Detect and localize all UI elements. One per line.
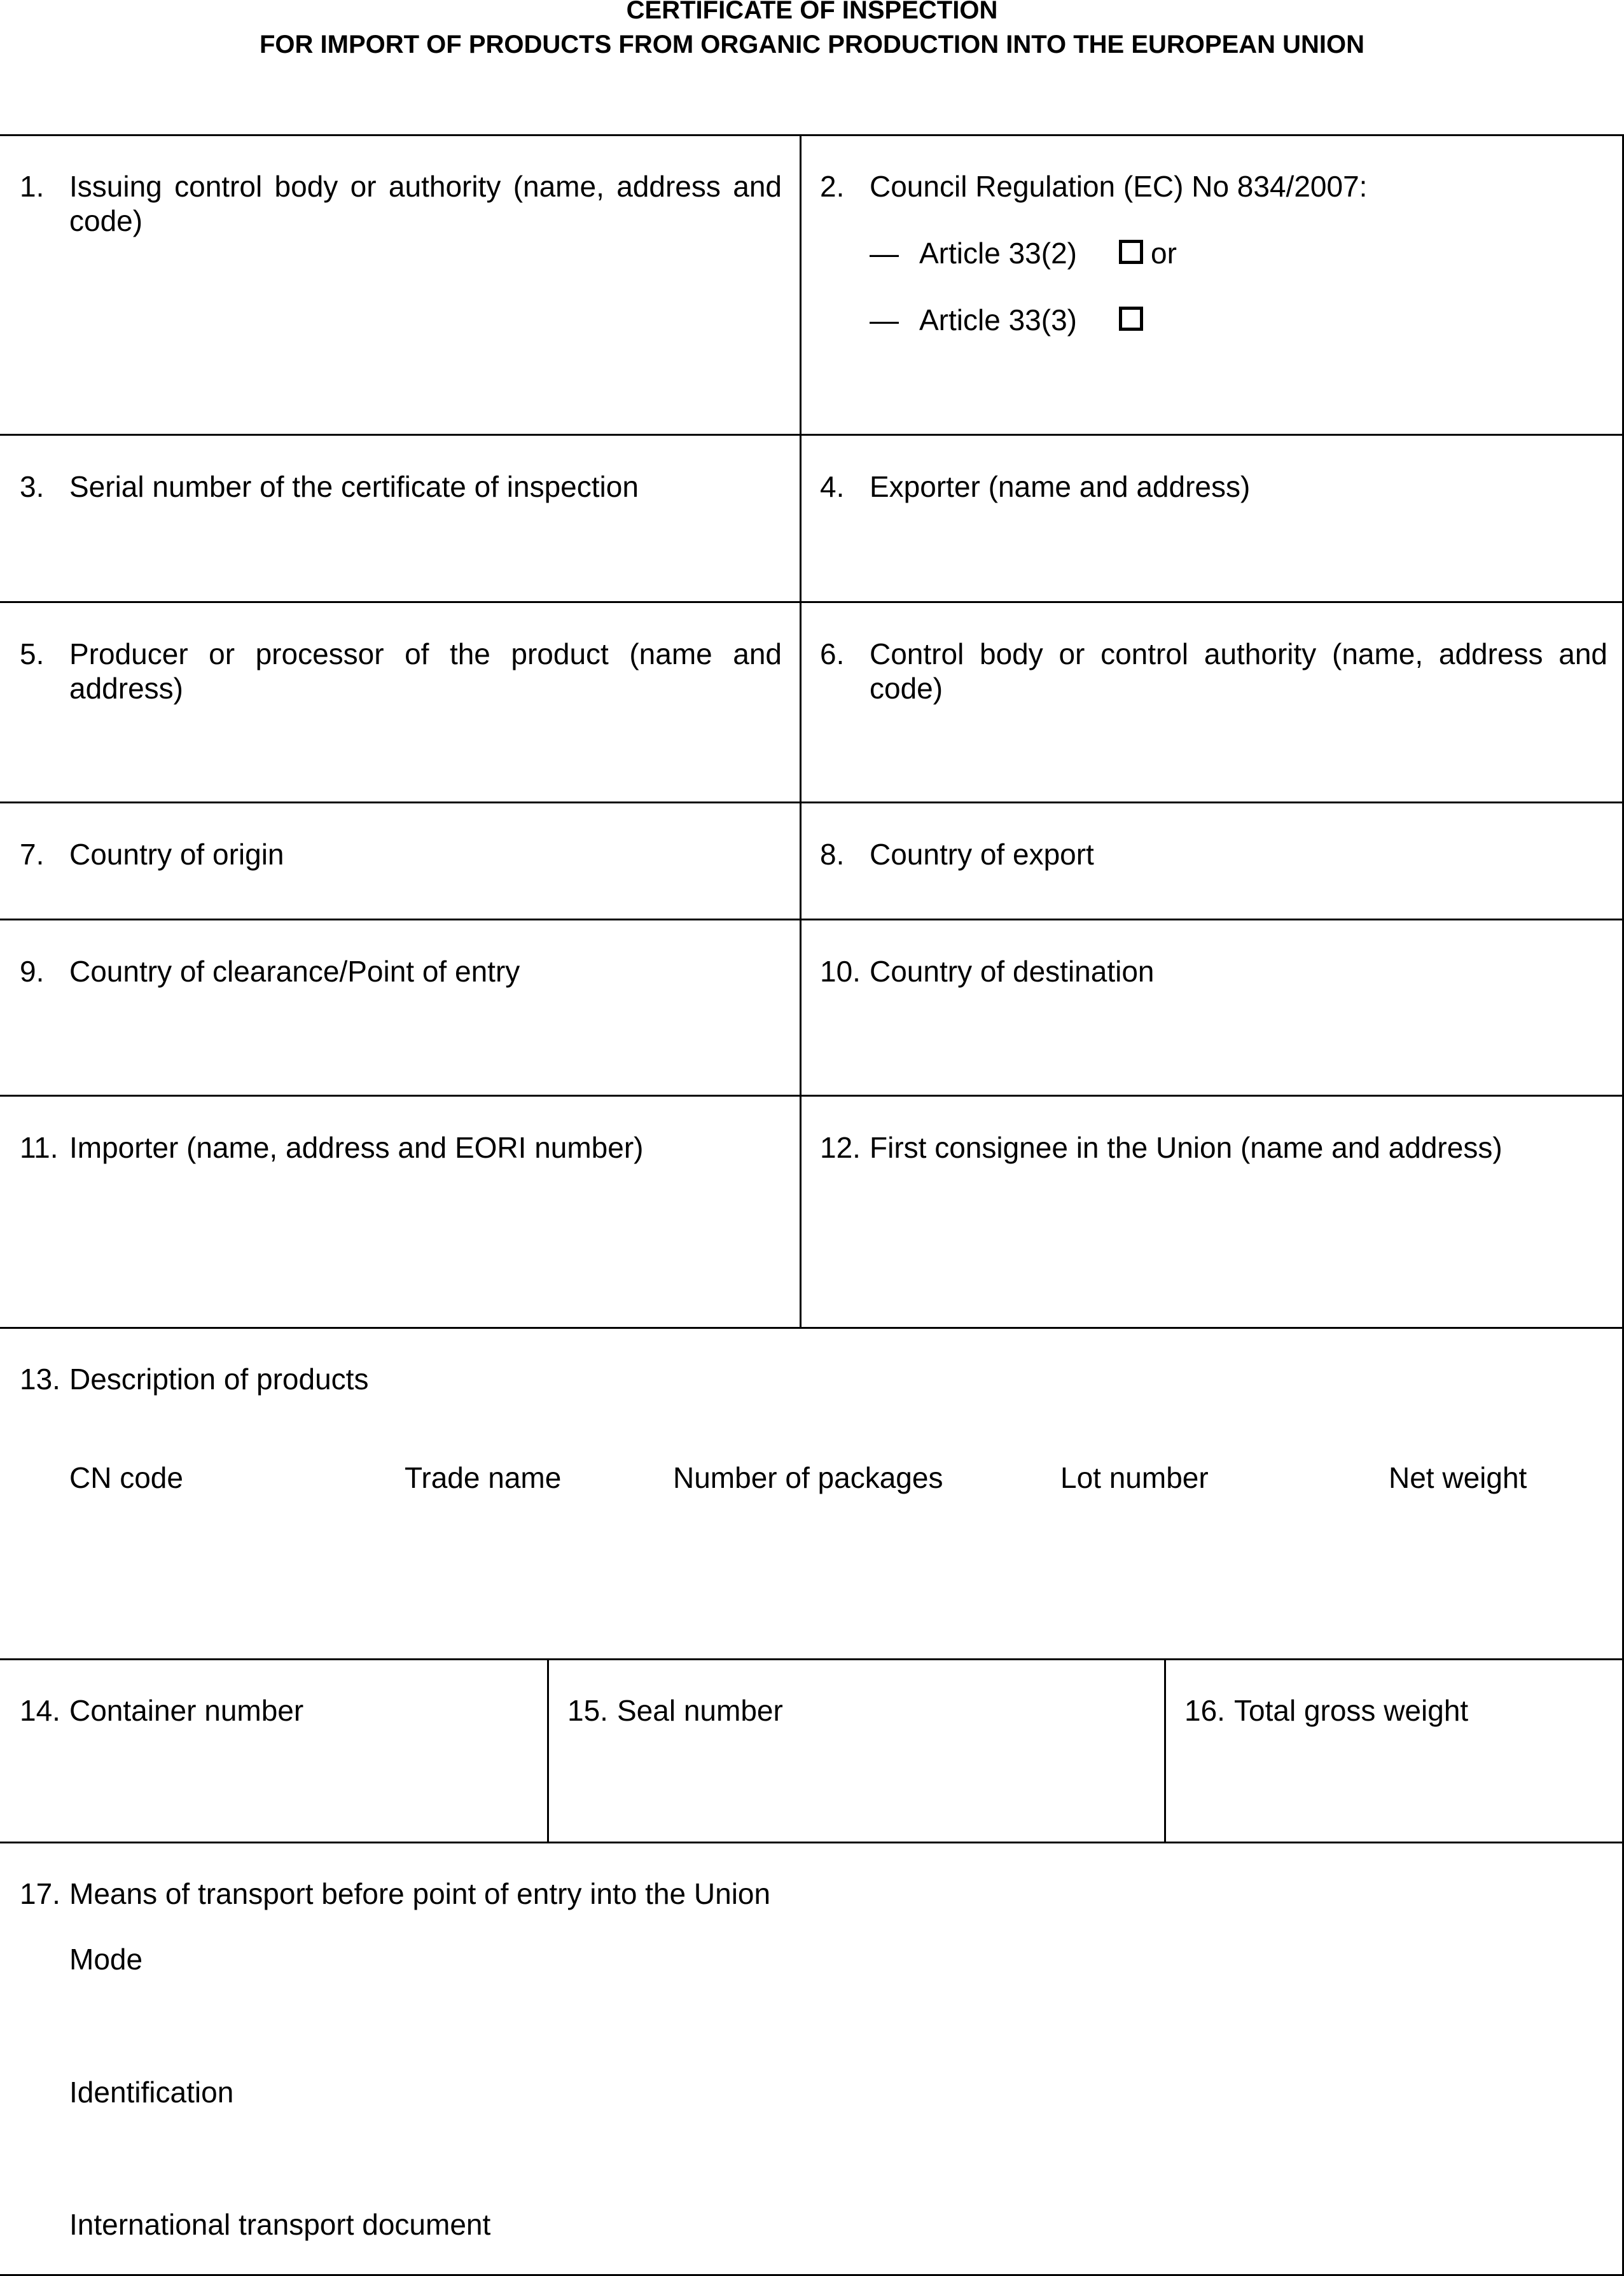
box-label: Serial number of the certificate of inspection: [69, 470, 639, 503]
document-subtitle: FOR IMPORT OF PRODUCTS FROM ORGANIC PRODUCTION INTO THE EUROPEAN UNION: [259, 31, 1365, 59]
box-12-first-consignee[interactable]: [800, 1095, 1624, 1329]
box-number: 4.: [820, 470, 845, 503]
box-14-container-number[interactable]: [0, 1658, 549, 1843]
box-4-exporter[interactable]: [800, 434, 1624, 603]
box-label: Producer or processor of the product (name and address): [69, 637, 782, 705]
international-transport-document-label: International transport document: [69, 2208, 491, 2241]
box-label: Country of destination: [870, 955, 1155, 988]
article-33-2-checkbox[interactable]: [1119, 240, 1143, 264]
box-number: 14.: [20, 1694, 60, 1727]
box-number: 13.: [20, 1363, 60, 1396]
box-3-serial-number[interactable]: [0, 434, 802, 603]
box-label: Country of clearance/Point of entry: [69, 955, 520, 988]
box-5-producer[interactable]: [0, 601, 802, 803]
option-article-33-2-label: Article 33(2): [919, 237, 1077, 270]
box-number: 16.: [1184, 1694, 1225, 1727]
article-33-3-checkbox[interactable]: [1119, 307, 1143, 331]
box-9-country-of-clearance[interactable]: [0, 919, 802, 1097]
box-number: 7.: [20, 838, 45, 871]
box-label: First consignee in the Union (name and address): [870, 1131, 1503, 1164]
box-label: Country of origin: [69, 838, 284, 871]
dash: —: [870, 303, 899, 337]
box-10-country-of-destination[interactable]: [800, 919, 1624, 1097]
box-number: 2.: [820, 170, 845, 203]
box-label: Container number: [69, 1694, 304, 1727]
box-number: 8.: [820, 838, 845, 871]
box-label: Control body or control authority (name, address and code): [870, 637, 1607, 705]
box-number: 6.: [820, 637, 845, 670]
box-label: Council Regulation (EC) No 834/2007:: [870, 170, 1368, 203]
column-net-weight: Net weight: [1389, 1461, 1527, 1494]
box-number: 15.: [567, 1694, 608, 1727]
column-cn-code: CN code: [69, 1461, 183, 1494]
box-number: 5.: [20, 637, 45, 670]
box-1-issuing-body[interactable]: [0, 134, 802, 436]
box-number: 1.: [20, 170, 45, 203]
box-13-description-of-products[interactable]: [0, 1327, 1624, 1660]
document-title: CERTIFICATE OF INSPECTION: [626, 0, 998, 24]
box-number: 3.: [20, 470, 45, 503]
box-number: 17.: [20, 1877, 60, 1910]
box-2-council-regulation: [800, 134, 1624, 436]
column-trade-name: Trade name: [405, 1461, 562, 1494]
dash: —: [870, 237, 899, 270]
certificate-form: [0, 136, 1624, 2276]
box-number: 11.: [20, 1131, 59, 1164]
box-17-means-of-transport[interactable]: [0, 1842, 1624, 2276]
transport-identification-label: Identification: [69, 2076, 234, 2109]
box-label: Importer (name, address and EORI number): [69, 1131, 644, 1164]
box-11-importer[interactable]: [0, 1095, 802, 1329]
box-label: Issuing control body or authority (name, address and code): [69, 170, 782, 237]
option-article-33-3-label: Article 33(3): [919, 303, 1077, 337]
box-7-country-of-origin[interactable]: [0, 801, 802, 920]
box-16-total-gross-weight[interactable]: [1164, 1658, 1624, 1843]
box-label: Total gross weight: [1234, 1694, 1469, 1727]
column-lot-number: Lot number: [1060, 1461, 1209, 1494]
or-text: or: [1151, 237, 1177, 270]
transport-mode-label: Mode: [69, 1943, 143, 1976]
box-label: Country of export: [870, 838, 1094, 871]
box-15-seal-number[interactable]: [547, 1658, 1166, 1843]
box-number: 12.: [820, 1131, 861, 1164]
box-number: 10.: [820, 955, 861, 988]
box-number: 9.: [20, 955, 45, 988]
box-6-control-body[interactable]: [800, 601, 1624, 803]
box-label: Exporter (name and address): [870, 470, 1251, 503]
box-label: Description of products: [69, 1363, 369, 1396]
box-8-country-of-export[interactable]: [800, 801, 1624, 920]
column-number-of-packages: Number of packages: [673, 1461, 943, 1494]
box-label: Means of transport before point of entry into the Union: [69, 1877, 771, 1910]
box-label: Seal number: [617, 1694, 783, 1727]
